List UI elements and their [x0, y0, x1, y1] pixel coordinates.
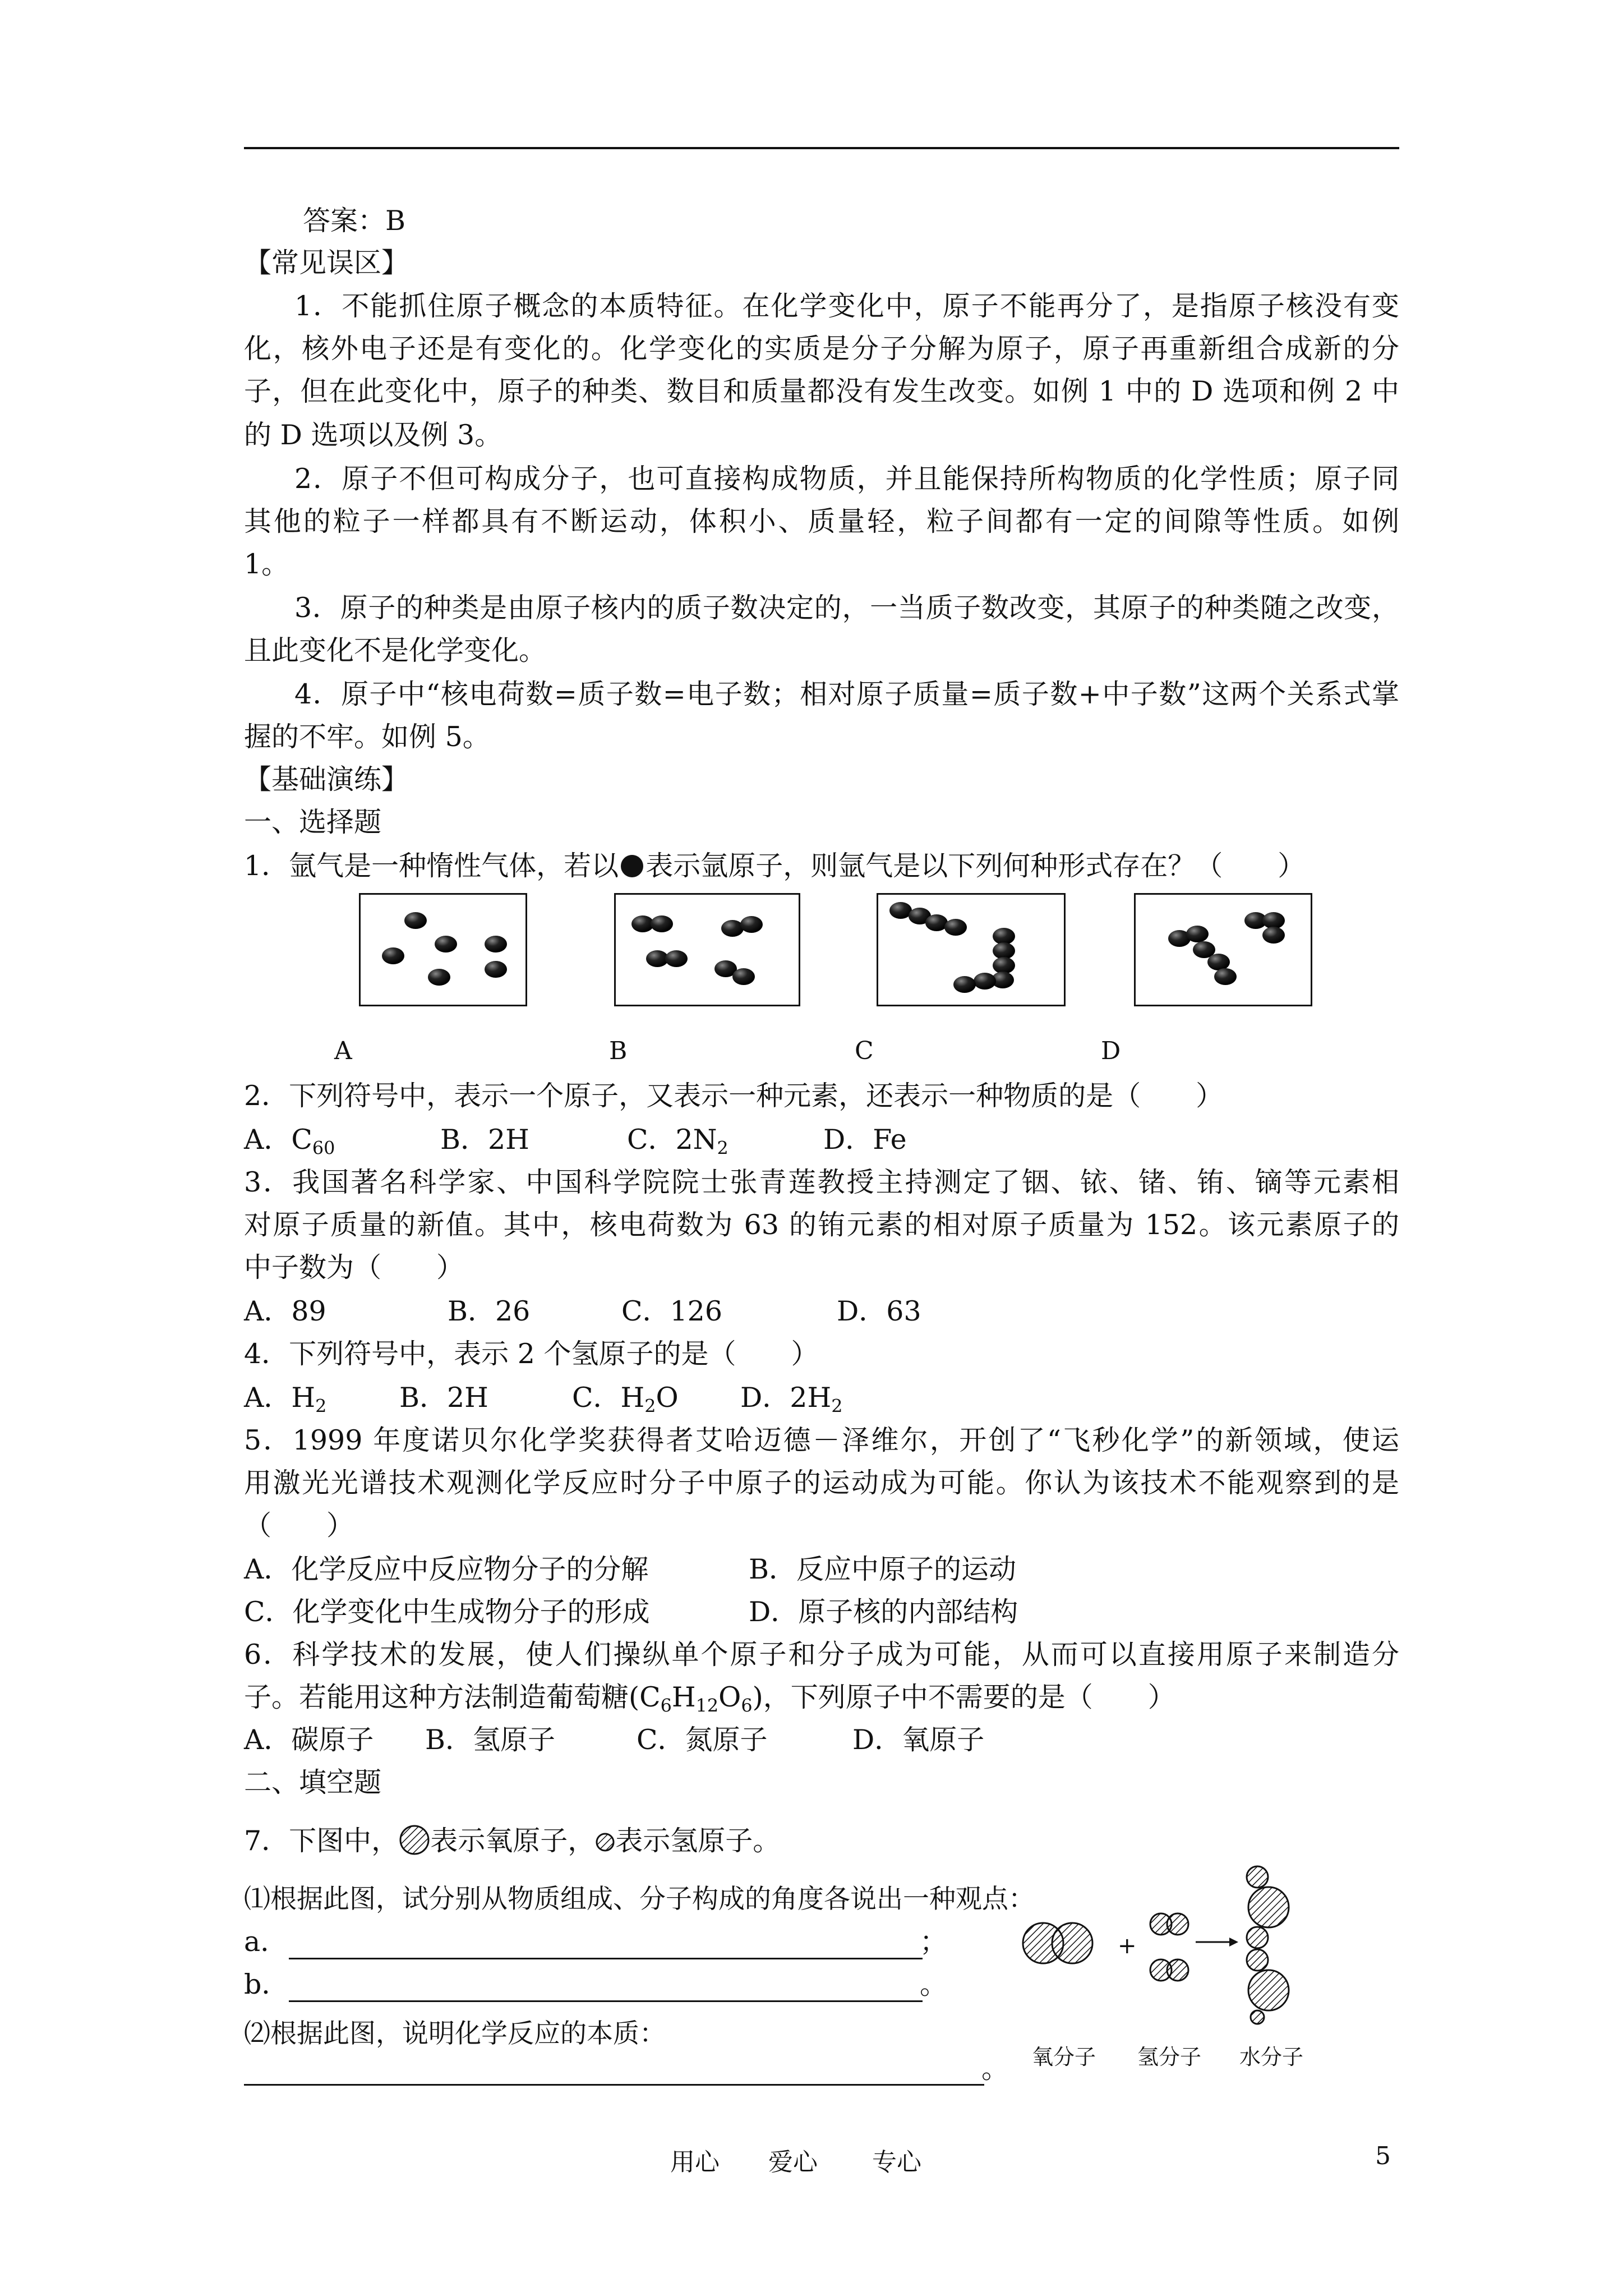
mis-p2-line3: 1。 — [244, 548, 289, 580]
q3-line2: 对原子质量的新值。其中，核电荷数为 63 的铕元素的相对原子质量为 152。该元素原子的 — [244, 1209, 1399, 1241]
mis-p1-line4: 的 D 选项以及例 3。 — [244, 419, 502, 451]
q6-option-b: B．氢原子 — [425, 1724, 556, 1756]
q3-line1: 3．我国著名科学家、中国科学院院士张青莲教授主持测定了铟、铱、锗、铕、镝等元素相 — [244, 1166, 1399, 1198]
q7-answer-a-label: a． — [244, 1926, 288, 1958]
option-a-label: A — [334, 1037, 352, 1065]
mis-p2-line2: 其他的粒子一样都具有不断运动，体积小、质量轻，粒子间都有一定的间隙等性质。如例 — [244, 505, 1399, 537]
q6-line1: 6．科学技术的发展，使人们操纵单个原子和分子成为可能，从而可以直接用原子来制造分 — [244, 1639, 1399, 1671]
q5-option-c: C．化学变化中生成物分子的形成 — [244, 1596, 650, 1628]
page-number: 5 — [1375, 2142, 1391, 2170]
q7-answer-b-label: b． — [244, 1968, 289, 2000]
q4-option-a: A．$H_2$ — [244, 1382, 327, 1417]
mis-p1-line2: 化，核外电子还是有变化的。化学变化的实质是分子分解为原子，原子再重新组合成新的分 — [244, 333, 1399, 365]
hydrogen-molecule-label: 氢分子 — [1137, 2045, 1202, 2069]
q3-option-c: C．126 — [621, 1295, 723, 1327]
q4-option-b: B．2H — [399, 1382, 488, 1414]
q7-text: 7．下图中， 表示氧原子， 表示氢原子。 — [244, 1825, 781, 1857]
hydrogen-atom-icon — [595, 1832, 615, 1852]
section-choice-heading: 一、选择题 — [244, 806, 382, 838]
hydrogen-molecules — [1150, 1913, 1188, 1981]
q6-option-c: C．氮原子 — [637, 1724, 768, 1756]
q7-part2-blank[interactable] — [244, 2084, 984, 2086]
reaction-diagram — [1004, 1862, 1318, 2025]
q5-option-b: B．反应中原子的运动 — [749, 1553, 1017, 1585]
q7-answer-b-blank[interactable] — [289, 2000, 923, 2002]
option-c-figure — [877, 893, 1066, 1006]
q6-option-d: D．氧原子 — [852, 1724, 985, 1756]
practice-heading: 【基础演练】 — [244, 763, 409, 795]
mis-p4-line1: 4．原子中“核电荷数=质子数=电子数；相对原子质量=质子数+中子数”这两个关系式掌 — [294, 678, 1399, 710]
answer-line: 答案：B — [303, 205, 406, 237]
option-b-label: B — [609, 1037, 628, 1065]
q5-option-d: D．原子核的内部结构 — [749, 1596, 1018, 1628]
option-d-label: D — [1101, 1037, 1121, 1065]
q4-option-d: D．$2H_2$ — [740, 1382, 843, 1417]
q3-option-d: D．63 — [837, 1295, 921, 1327]
q5-option-a: A．化学反应中反应物分子的分解 — [244, 1553, 649, 1585]
mis-p1-line3: 子，但在此变化中，原子的种类、数目和质量都没有发生改变。如例 1 中的 D 选项和例 2 中 — [244, 375, 1399, 407]
option-b-figure — [614, 893, 800, 1006]
q3-option-b: B．26 — [448, 1295, 531, 1327]
q7-answer-a-end: ； — [920, 1926, 948, 1958]
q5-line3: （ ） — [244, 1510, 354, 1542]
mis-p4-line2: 握的不牢。如例 5。 — [244, 721, 490, 753]
reaction-arrow — [1196, 1938, 1238, 1947]
q7-part2-end: 。 — [981, 2053, 1009, 2085]
q6-line2: 子。若能用这种方法制造葡萄糖$(C_6H_{12}O_6)$，下列原子中不需要的是（ ） — [244, 1681, 1175, 1717]
q6-option-a: A．碳原子 — [244, 1724, 374, 1756]
plus-sign: + — [1118, 1933, 1137, 1959]
q1-text: 1．氩气是一种惰性气体，若以 表示氩原子，则氩气是以下列何种形式存在？（ ） — [244, 850, 1306, 882]
q2-option-b: B．2H — [440, 1124, 529, 1156]
mis-p2-line1: 2．原子不但可构成分子，也可直接构成物质，并且能保持所构物质的化学性质；原子同 — [294, 463, 1399, 495]
q2-option-d: D．Fe — [823, 1124, 907, 1156]
section-fill-heading: 二、填空题 — [244, 1766, 382, 1798]
argon-atom-icon — [621, 855, 643, 877]
oxygen-molecule — [1023, 1923, 1092, 1963]
q5-line1: 5．1999 年度诺贝尔化学奖获得者艾哈迈德－泽维尔，开创了“飞秒化学”的新领域，使运 — [244, 1424, 1399, 1456]
q3-option-a: A．89 — [244, 1295, 326, 1327]
footer-motto-3: 专心 — [872, 2148, 921, 2177]
oxygen-atom-icon — [399, 1824, 430, 1856]
footer-motto-1: 用心 — [670, 2148, 720, 2177]
q7-part1: ⑴根据此图，试分别从物质组成、分子构成的角度各说出一种观点： — [244, 1884, 1035, 1915]
q4-option-c: C．$H_2O$ — [572, 1382, 679, 1417]
q3-line3: 中子数为（ ） — [244, 1251, 464, 1283]
water-molecule-label: 水分子 — [1239, 2045, 1304, 2069]
q5-line2: 用激光光谱技术观测化学反应时分子中原子的运动成为可能。你认为该技术不能观察到的是 — [244, 1467, 1399, 1499]
mis-p3-line2: 且此变化不是化学变化。 — [244, 634, 547, 666]
header-rule — [244, 147, 1399, 149]
q7-answer-a-blank[interactable] — [289, 1958, 923, 1959]
option-a-figure — [359, 893, 527, 1006]
footer-motto-2: 爱心 — [768, 2148, 818, 2177]
q7-answer-b-end: 。 — [920, 1968, 948, 2000]
mis-p1-line1: 1．不能抓住原子概念的本质特征。在化学变化中，原子不能再分了，是指原子核没有变 — [294, 290, 1399, 322]
water-molecules — [1247, 1866, 1289, 2024]
q2-option-c: C．$2N_2$ — [627, 1124, 728, 1159]
option-d-figure — [1134, 893, 1312, 1006]
mis-p3-line1: 3．原子的种类是由原子核内的质子数决定的，一当质子数改变，其原子的种类随之改变， — [294, 592, 1399, 624]
q2-text: 2．下列符号中，表示一个原子，又表示一种元素，还表示一种物质的是（ ） — [244, 1080, 1224, 1112]
option-c-label: C — [855, 1037, 874, 1065]
misconceptions-heading: 【常见误区】 — [244, 247, 409, 279]
q7-part2: ⑵根据此图，说明化学反应的本质： — [244, 2018, 666, 2049]
oxygen-molecule-label: 氧分子 — [1032, 2045, 1096, 2069]
q4-text: 4．下列符号中，表示 2 个氢原子的是（ ） — [244, 1338, 819, 1370]
q2-option-a: A．$C_{60}$ — [244, 1124, 335, 1159]
